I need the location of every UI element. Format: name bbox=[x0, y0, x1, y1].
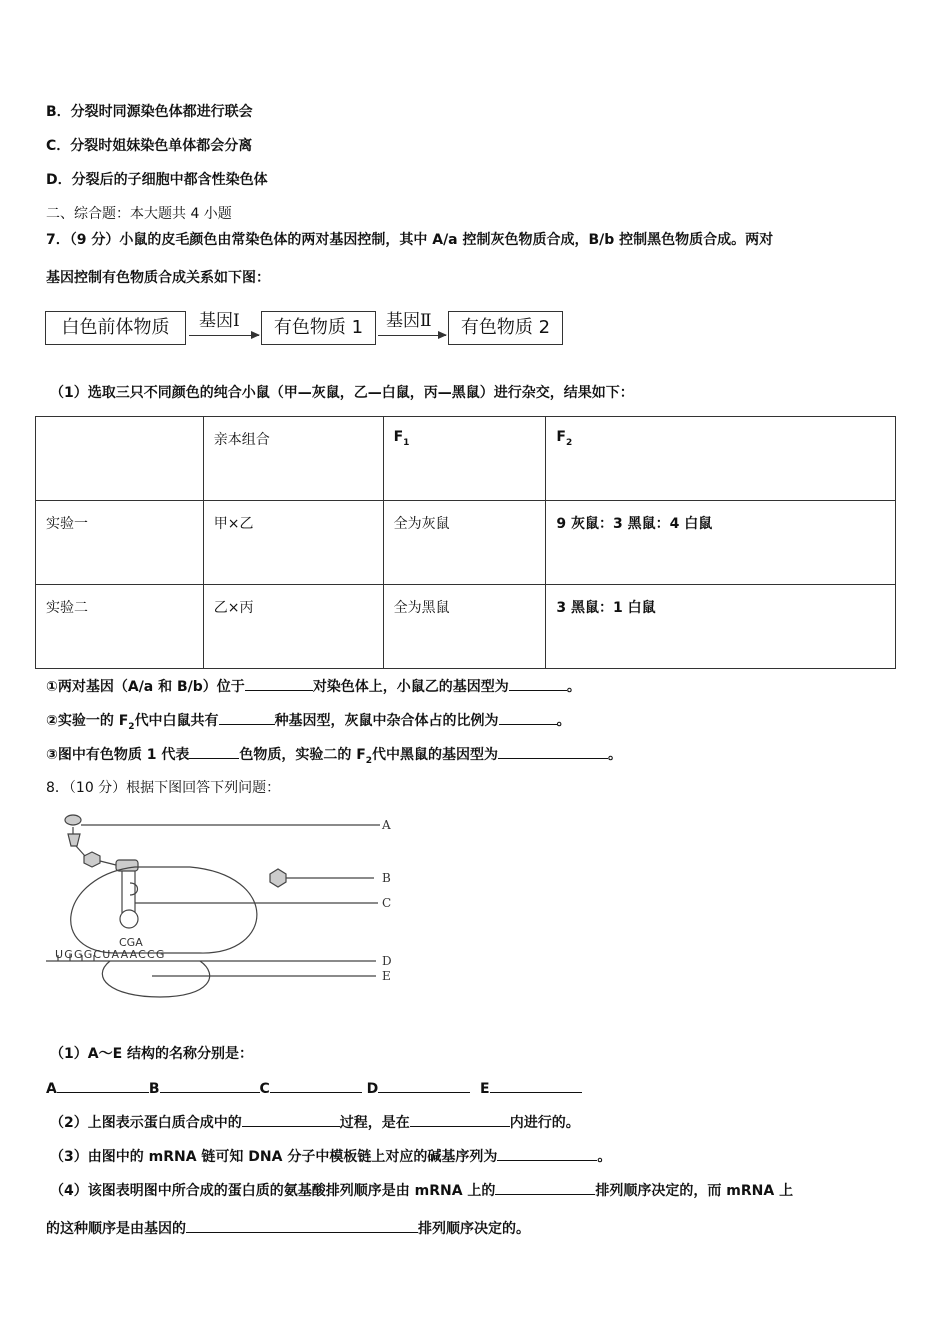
table-header-cell bbox=[546, 417, 896, 501]
results-table bbox=[35, 416, 896, 669]
q7-item2 bbox=[46, 710, 571, 737]
q8-sub3 bbox=[50, 1146, 611, 1167]
sub4-text-d: 排列顺序决定的。 bbox=[418, 1221, 530, 1237]
answer-blank[interactable] bbox=[498, 744, 608, 759]
item2-text-a: ②实验一的 F bbox=[46, 713, 129, 729]
table-header-row bbox=[36, 417, 896, 501]
table-cell: 全为灰鼠 bbox=[383, 501, 546, 585]
table-row bbox=[36, 585, 896, 669]
option-key: C． bbox=[46, 138, 71, 154]
label-d: D bbox=[366, 1081, 379, 1097]
table-cell: 3 黑鼠：1 白鼠 bbox=[546, 585, 896, 669]
translation-diagram bbox=[40, 805, 410, 1005]
answer-blank[interactable] bbox=[57, 1078, 149, 1093]
option-key: D． bbox=[46, 172, 72, 188]
diagram-label-b: B bbox=[382, 871, 391, 885]
q8-sub1: （1）A～E 结构的名称分别是： bbox=[50, 1046, 254, 1062]
header-f1-text: F bbox=[393, 429, 404, 445]
flow-box-pigment-2: 有色物质 2 bbox=[448, 311, 563, 345]
item3-text-b: 色物质，实验二的 F bbox=[239, 747, 366, 763]
diagram-label-a: A bbox=[382, 818, 391, 832]
anticodon-text: CGA bbox=[119, 936, 143, 949]
sub3-text-b: 。 bbox=[597, 1149, 612, 1165]
answer-blank[interactable] bbox=[499, 710, 557, 725]
answer-blank[interactable] bbox=[242, 1112, 340, 1127]
q7-stem-line1: 7．（9 分）小鼠的皮毛颜色由常染色体的两对基因控制，其中 A/a 控制灰色物质合成，B/b 控制黑色物质合成。两对 bbox=[46, 232, 774, 248]
answer-blank[interactable] bbox=[160, 1078, 260, 1093]
sub2-text-b: 过程，是在 bbox=[339, 1115, 410, 1131]
item1-text-a: ①两对基因（A/a 和 B/b）位于 bbox=[46, 679, 245, 695]
amino-acid-icon bbox=[68, 834, 80, 846]
q7-stem-line2: 基因控制有色物质合成关系如下图： bbox=[46, 270, 270, 286]
sub4-text-b: 排列顺序决定的，而 mRNA 上 bbox=[595, 1183, 794, 1199]
amino-acid-icon bbox=[84, 852, 100, 867]
table-header-cell: 亲本组合 bbox=[203, 417, 383, 501]
table-cell: 乙×丙 bbox=[203, 585, 383, 669]
item1-text-c: 。 bbox=[566, 679, 581, 695]
table-cell: 全为黑鼠 bbox=[383, 585, 546, 669]
table-header-cell bbox=[36, 417, 204, 501]
option-text: 分裂后的子细胞中都含性染色体 bbox=[71, 172, 268, 188]
q8-sub4-cont bbox=[46, 1218, 530, 1239]
flow-label-gene-2: 基因Ⅱ bbox=[386, 311, 432, 331]
table-row bbox=[36, 501, 896, 585]
section-title: 二、综合题：本大题共 4 小题 bbox=[46, 206, 232, 222]
answer-blank[interactable] bbox=[495, 1180, 595, 1195]
answer-blank[interactable] bbox=[410, 1112, 510, 1127]
answer-blank[interactable] bbox=[189, 744, 239, 759]
option-b bbox=[46, 102, 253, 122]
answer-blank[interactable] bbox=[497, 1146, 597, 1161]
table-cell: 实验一 bbox=[36, 501, 204, 585]
q7-item3 bbox=[46, 744, 622, 771]
ribosome-icon bbox=[102, 961, 209, 997]
item3-sub: 2 bbox=[365, 755, 373, 766]
item1-text-b: 对染色体上，小鼠乙的基因型为 bbox=[312, 679, 509, 695]
item2-sub: 2 bbox=[128, 721, 135, 732]
q7-item1 bbox=[46, 676, 581, 697]
sub2-text-c: 内进行的。 bbox=[509, 1115, 580, 1131]
arrow-icon bbox=[189, 335, 259, 336]
flow-label-gene-1: 基因Ⅰ bbox=[199, 311, 240, 331]
q7-sub1-intro: （1）选取三只不同颜色的纯合小鼠（甲—灰鼠，乙—白鼠，丙—黑鼠）进行杂交，结果如下： bbox=[50, 385, 634, 401]
sub4-text-a: （4）该图表明图中所合成的蛋白质的氨基酸排列顺序是由 mRNA 上的 bbox=[50, 1183, 496, 1199]
q8-sub2 bbox=[50, 1112, 580, 1133]
header-f1-sub: 1 bbox=[403, 437, 410, 448]
sub2-text-a: （2）上图表示蛋白质合成中的 bbox=[50, 1115, 242, 1131]
diagram-label-e: E bbox=[382, 969, 391, 983]
answer-blank[interactable] bbox=[490, 1078, 582, 1093]
table-cell: 9 灰鼠：3 黑鼠：4 白鼠 bbox=[546, 501, 896, 585]
label-e: E bbox=[480, 1081, 490, 1097]
answer-blank[interactable] bbox=[509, 676, 567, 691]
item2-text-b: 代中白鼠共有 bbox=[134, 713, 219, 729]
label-a: A bbox=[46, 1081, 57, 1097]
sub4-text-c: 的这种顺序是由基因的 bbox=[46, 1221, 186, 1237]
item3-text-a: ③图中有色物质 1 代表 bbox=[46, 747, 190, 763]
label-c: C bbox=[259, 1081, 270, 1097]
answer-blank[interactable] bbox=[219, 710, 275, 725]
item2-text-d: 。 bbox=[556, 713, 571, 729]
amino-acid-icon bbox=[65, 815, 81, 825]
q8-stem: 8．（10 分）根据下图回答下列问题： bbox=[46, 780, 281, 796]
option-text: 分裂时同源染色体都进行联会 bbox=[70, 104, 253, 120]
mrna-sequence-text: UGGGCUAAACCG bbox=[55, 948, 166, 961]
option-key: B． bbox=[46, 104, 71, 120]
answer-blank[interactable] bbox=[270, 1078, 362, 1093]
amino-acid-icon bbox=[270, 869, 286, 887]
ribosome-icon bbox=[71, 867, 257, 953]
arrow-icon bbox=[378, 335, 446, 336]
trna-icon bbox=[130, 883, 138, 895]
option-c bbox=[46, 136, 252, 156]
answer-blank[interactable] bbox=[378, 1078, 470, 1093]
q8-sub4 bbox=[50, 1180, 793, 1201]
option-d bbox=[46, 170, 268, 190]
sub3-text-a: （3）由图中的 mRNA 链可知 DNA 分子中模板链上对应的碱基序列为 bbox=[50, 1149, 498, 1165]
answer-blank[interactable] bbox=[186, 1218, 418, 1233]
header-f2-sub: 2 bbox=[565, 437, 573, 448]
diagram-label-c: C bbox=[382, 896, 392, 910]
item3-text-c: 代中黑鼠的基因型为 bbox=[372, 747, 499, 763]
q8-sub1-blanks bbox=[46, 1078, 582, 1099]
item2-text-c: 种基因型，灰鼠中杂合体占的比例为 bbox=[274, 713, 499, 729]
table-header-cell bbox=[383, 417, 546, 501]
flow-box-pigment-1: 有色物质 1 bbox=[261, 311, 376, 345]
label-b: B bbox=[148, 1081, 160, 1097]
table-cell: 甲×乙 bbox=[203, 501, 383, 585]
header-f2-text: F bbox=[556, 429, 566, 445]
option-text: 分裂时姐妹染色单体都会分离 bbox=[70, 138, 253, 154]
diagram-label-d: D bbox=[382, 954, 392, 968]
answer-blank[interactable] bbox=[245, 676, 313, 691]
item3-text-d: 。 bbox=[608, 747, 623, 763]
flow-box-white-precursor: 白色前体物质 bbox=[45, 311, 186, 345]
table-cell: 实验二 bbox=[36, 585, 204, 669]
